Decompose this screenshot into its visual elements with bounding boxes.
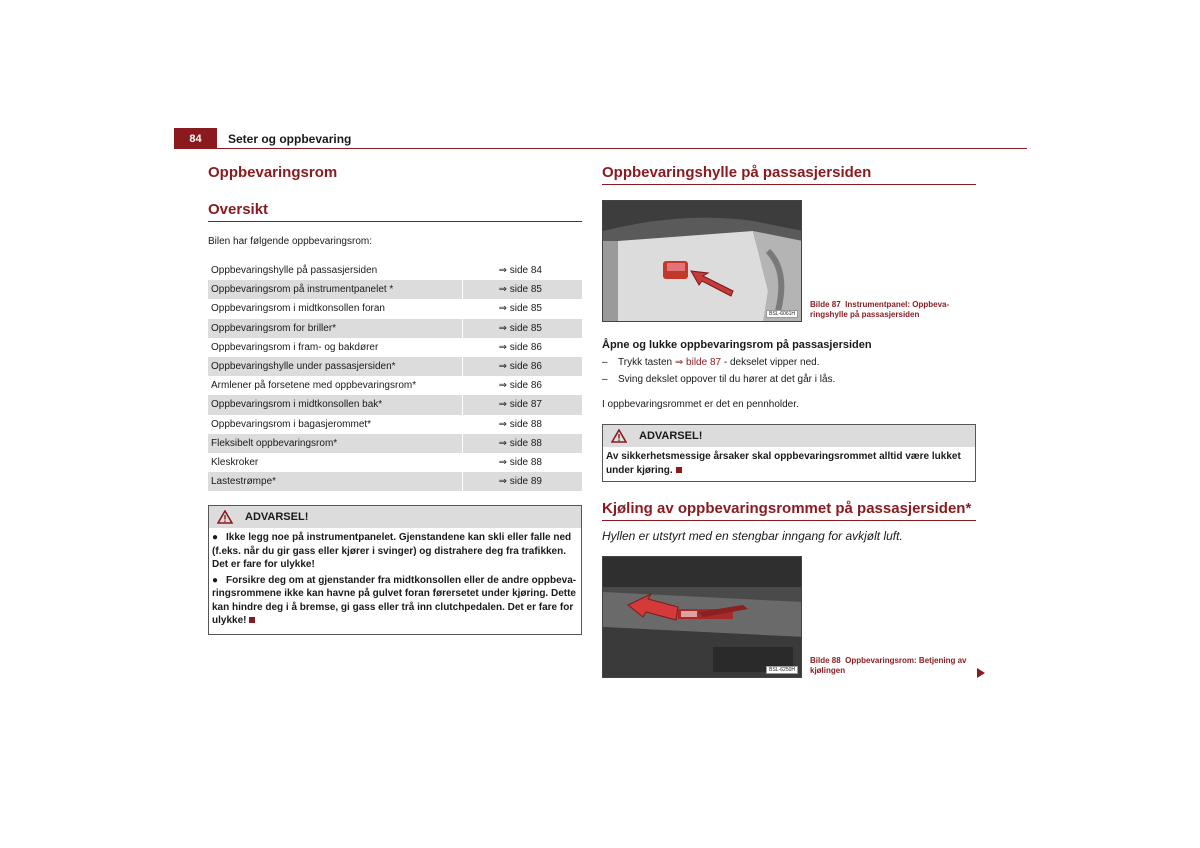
storage-name: Fleksibelt oppbevaringsrom* xyxy=(208,434,462,453)
page-reference[interactable]: ⇒ side 86 xyxy=(462,357,582,376)
warning-triangle-icon xyxy=(611,429,627,443)
page-reference[interactable]: ⇒ side 84 xyxy=(462,261,582,280)
storage-name: Armlener på forsetene med oppbevaringsrom* xyxy=(211,380,417,392)
storage-name: Lastestrømpe* xyxy=(208,472,462,491)
page-reference[interactable]: ⇒ side 87 xyxy=(462,395,582,414)
warning-header xyxy=(209,506,581,528)
table-row xyxy=(208,415,582,434)
storage-name: Oppbevaringshylle under passasjersiden* xyxy=(208,357,462,376)
figure-code: BSL-6061H xyxy=(766,310,798,318)
dashboard-glovebox-illustration xyxy=(603,201,802,322)
storage-name: Oppbevaringsrom i midtkonsollen bak* xyxy=(208,395,462,414)
warning-title: ADVARSEL! xyxy=(245,511,309,524)
page-reference[interactable]: ⇒ side 88 xyxy=(462,434,582,453)
table-row xyxy=(208,434,582,453)
table-row xyxy=(208,395,582,414)
table-row xyxy=(208,472,582,491)
warning-item: ● Forsikre deg om at gjenstander fra midtkonsollen eller de andre oppbeva-ringsrommene ikke kan havne på gulvet foran førersetet under kjøring. Dette kan hindre deg i å bremse, gi gass eller trå inn clutchpedalen. Det er fare for ulykke! xyxy=(212,574,577,627)
figure-link-arrow[interactable]: ⇒ xyxy=(674,357,684,368)
end-square-icon xyxy=(249,617,255,623)
table-row xyxy=(208,338,582,357)
cooling-control-illustration xyxy=(603,557,802,678)
table-row xyxy=(208,376,582,395)
page-reference[interactable]: ⇒ side 86 xyxy=(462,338,582,357)
warning-box xyxy=(208,505,582,635)
page-reference[interactable]: ⇒ side 85 xyxy=(462,280,582,299)
table-row xyxy=(208,280,582,299)
storage-name: Oppbevaringsrom i fram- og bakdører xyxy=(211,341,379,353)
next-page-arrow-icon[interactable] xyxy=(977,668,985,678)
left-column xyxy=(208,164,582,635)
page-reference[interactable]: ⇒ side 89 xyxy=(462,472,582,491)
page-header xyxy=(174,128,1027,149)
header-rule xyxy=(217,148,1027,149)
storage-name: Oppbevaringsrom for briller* xyxy=(208,319,462,338)
storage-name: Oppbevaringsrom på instrumentpanelet * xyxy=(208,280,462,299)
page-number: 84 xyxy=(174,128,217,149)
warning-body: Av sikkerhetsmessige årsaker skal oppbevaringsrommet alltid være lukket under kjøring. xyxy=(606,451,961,476)
page-reference[interactable]: ⇒ side 88 xyxy=(462,453,582,472)
right-column xyxy=(602,164,976,678)
table-row xyxy=(208,357,582,376)
cooling-lead: Hyllen er utstyrt med en stengbar inngang for avkjølt luft. xyxy=(602,529,903,543)
table-row xyxy=(208,261,582,280)
page-reference[interactable]: ⇒ side 85 xyxy=(462,319,582,338)
overview-heading: Oversikt xyxy=(208,201,582,222)
warning-title: ADVARSEL! xyxy=(639,430,703,442)
section-heading: Oppbevaringsrom xyxy=(208,164,338,181)
pen-holder-text: I oppbevaringsrommet er det en pennholder. xyxy=(602,399,799,410)
page-reference[interactable]: ⇒ side 86 xyxy=(462,376,582,395)
storage-name: Oppbevaringshylle på passasjersiden xyxy=(211,265,378,277)
step-1: – Trykk tasten ⇒ bilde 87 - dekselet vipper ned. xyxy=(602,357,820,368)
figure-code: BSL-6250H xyxy=(766,666,798,674)
step-2: – Sving dekslet oppover til du hører at det går i lås. xyxy=(602,374,836,385)
storage-table xyxy=(208,261,582,491)
shelf-heading: Oppbevaringshylle på passasjersiden xyxy=(602,164,976,185)
page-reference[interactable]: ⇒ side 85 xyxy=(462,299,582,318)
figure-87 xyxy=(602,200,802,322)
open-close-heading: Åpne og lukke oppbevaringsrom på passasjersiden xyxy=(602,339,872,351)
table-row xyxy=(208,319,582,338)
warning-triangle-icon xyxy=(217,510,233,524)
end-square-icon xyxy=(676,467,682,473)
figure-88-caption: Bilde 88 Oppbevaringsrom: Betjening av kjølingen xyxy=(810,656,967,675)
intro-text: Bilen har følgende oppbevaringsrom: xyxy=(208,236,372,247)
storage-name: Oppbevaringsrom i midtkonsollen foran xyxy=(211,303,385,315)
warning-header xyxy=(603,425,975,447)
storage-name: Kleskroker xyxy=(211,456,259,468)
cooling-heading: Kjøling av oppbevaringsrommet på passasjersiden* xyxy=(602,500,976,521)
storage-name: Oppbevaringsrom i bagasjerommet* xyxy=(211,418,372,430)
warning-item: ● Ikke legg noe på instrumentpanelet. Gjenstandene kan skli eller falle ned (f.eks. når du gir gass eller kjører i svinger) og distrahere deg fra trafikken. Det er fare for ulykke! xyxy=(212,532,572,571)
page-reference[interactable]: ⇒ side 88 xyxy=(462,415,582,434)
chapter-title: Seter og oppbevaring xyxy=(228,132,352,146)
figure-link[interactable]: bilde 87 xyxy=(686,357,722,368)
figure-88 xyxy=(602,556,802,678)
warning-box-right xyxy=(602,424,976,482)
table-row xyxy=(208,299,582,318)
table-row xyxy=(208,453,582,472)
figure-87-caption: Bilde 87 Instrumentpanel: Oppbeva-ringshylle på passasjersiden xyxy=(810,300,950,319)
warning-body xyxy=(209,528,581,634)
